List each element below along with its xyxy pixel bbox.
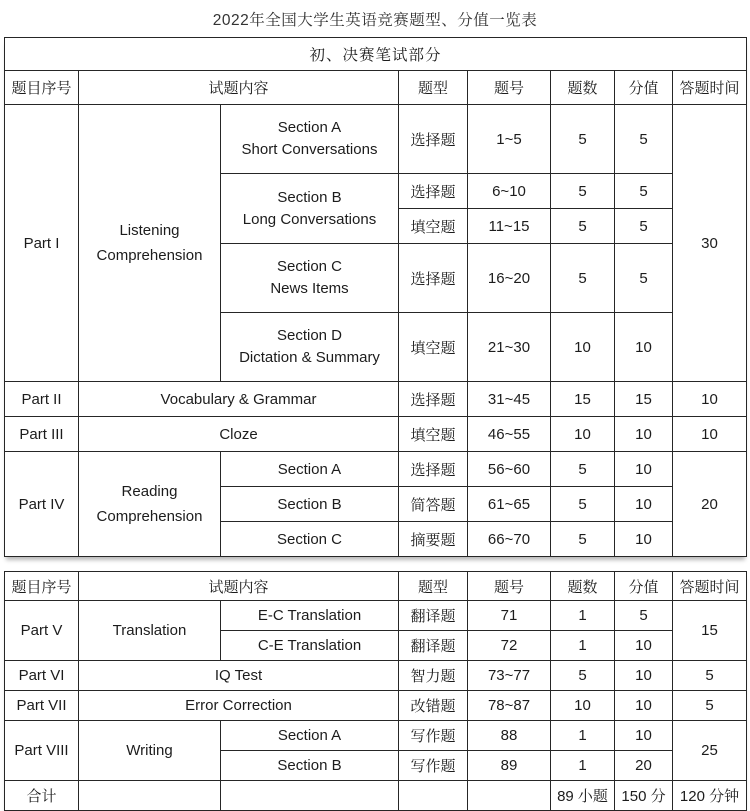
total-count: 89 小题 — [551, 781, 615, 811]
section-cell: Section A — [221, 721, 399, 751]
count-cell: 5 — [551, 105, 615, 174]
score-cell: 5 — [615, 209, 673, 244]
numbers-cell: 11~15 — [468, 209, 551, 244]
type-cell: 填空题 — [399, 417, 468, 452]
header-time: 答题时间 — [673, 572, 747, 601]
count-cell: 5 — [551, 209, 615, 244]
type-cell: 智力题 — [399, 661, 468, 691]
section-cell: Section B — [221, 751, 399, 781]
header-type: 题型 — [399, 572, 468, 601]
type-cell: 写作题 — [399, 751, 468, 781]
time-cell: 15 — [673, 601, 747, 661]
numbers-cell: 72 — [468, 631, 551, 661]
empty-cell — [79, 781, 221, 811]
header-count: 题数 — [551, 71, 615, 105]
section-cell: Section A — [221, 452, 399, 487]
total-time: 120 分钟 — [673, 781, 747, 811]
count-cell: 5 — [551, 487, 615, 522]
type-cell: 填空题 — [399, 313, 468, 382]
header-type: 题型 — [399, 71, 468, 105]
table-row — [5, 601, 747, 631]
count-cell: 10 — [551, 691, 615, 721]
numbers-cell: 78~87 — [468, 691, 551, 721]
count-cell: 5 — [551, 522, 615, 557]
table-row — [5, 452, 747, 487]
table-row — [5, 417, 747, 452]
score-cell: 10 — [615, 631, 673, 661]
section-subtitle: News Items — [270, 280, 349, 297]
type-cell: 选择题 — [399, 105, 468, 174]
table-banner-row — [5, 38, 747, 71]
part1-category: Listening Comprehension — [79, 105, 221, 382]
score-cell: 10 — [615, 417, 673, 452]
time-cell: 5 — [673, 691, 747, 721]
section-subtitle: Long Conversations — [242, 210, 377, 228]
table1-header-row — [5, 71, 747, 105]
part7-label: Part VII — [5, 691, 79, 721]
count-cell: 1 — [551, 631, 615, 661]
table-row — [5, 691, 747, 721]
section-subtitle: Dictation & Summary — [239, 349, 380, 366]
score-cell: 10 — [615, 452, 673, 487]
score-cell: 20 — [615, 751, 673, 781]
section-name: Section A — [277, 119, 342, 136]
type-cell: 翻译题 — [399, 601, 468, 631]
section-cell: E-C Translation — [221, 601, 399, 631]
time-cell: 10 — [673, 417, 747, 452]
numbers-cell: 46~55 — [468, 417, 551, 452]
header-numbers: 题号 — [468, 71, 551, 105]
count-cell: 1 — [551, 601, 615, 631]
empty-cell — [399, 781, 468, 811]
type-cell: 简答题 — [399, 487, 468, 522]
table-row — [5, 721, 747, 751]
part5-category: Translation — [79, 601, 221, 661]
score-cell: 10 — [615, 721, 673, 751]
section-cell — [221, 313, 399, 382]
header-seq: 题目序号 — [5, 71, 79, 105]
time-cell: 25 — [673, 721, 747, 781]
time-cell: 30 — [673, 105, 747, 382]
header-time: 答题时间 — [673, 71, 747, 105]
score-cell: 5 — [615, 105, 673, 174]
part7-content: Error Correction — [79, 691, 399, 721]
header-count: 题数 — [551, 572, 615, 601]
total-label: 合计 — [5, 781, 79, 811]
section-cell — [221, 174, 399, 244]
section-cell — [221, 105, 399, 174]
score-cell: 5 — [615, 174, 673, 209]
part3-content: Cloze — [79, 417, 399, 452]
numbers-cell: 1~5 — [468, 105, 551, 174]
table-row — [5, 382, 747, 417]
total-score: 150 分 — [615, 781, 673, 811]
score-cell: 15 — [615, 382, 673, 417]
numbers-cell: 56~60 — [468, 452, 551, 487]
section-name: Section C — [276, 258, 343, 275]
second-section-table — [4, 571, 747, 811]
table-row — [5, 105, 747, 174]
count-cell: 5 — [551, 661, 615, 691]
count-cell: 5 — [551, 244, 615, 313]
section-cell: Section C — [221, 522, 399, 557]
score-cell: 10 — [615, 313, 673, 382]
total-row — [5, 781, 747, 811]
part2-content: Vocabulary & Grammar — [79, 382, 399, 417]
count-cell: 1 — [551, 751, 615, 781]
time-cell: 5 — [673, 661, 747, 691]
numbers-cell: 6~10 — [468, 174, 551, 209]
page-title: 2022年全国大学生英语竞赛题型、分值一览表 — [212, 12, 538, 29]
table-row — [5, 661, 747, 691]
type-cell: 选择题 — [399, 382, 468, 417]
section-cell: C-E Translation — [221, 631, 399, 661]
type-cell: 写作题 — [399, 721, 468, 751]
type-cell: 改错题 — [399, 691, 468, 721]
count-cell: 10 — [551, 417, 615, 452]
score-cell: 5 — [615, 601, 673, 631]
type-cell: 翻译题 — [399, 631, 468, 661]
count-cell: 5 — [551, 452, 615, 487]
numbers-cell: 71 — [468, 601, 551, 631]
count-cell: 15 — [551, 382, 615, 417]
numbers-cell: 61~65 — [468, 487, 551, 522]
part8-category: Writing — [79, 721, 221, 781]
part6-content: IQ Test — [79, 661, 399, 691]
header-score: 分值 — [615, 572, 673, 601]
empty-cell — [221, 781, 399, 811]
part4-category: Reading Comprehension — [79, 452, 221, 557]
count-cell: 1 — [551, 721, 615, 751]
score-cell: 10 — [615, 691, 673, 721]
type-cell: 选择题 — [399, 452, 468, 487]
type-cell: 选择题 — [399, 174, 468, 209]
numbers-cell: 73~77 — [468, 661, 551, 691]
written-test-table — [4, 37, 747, 557]
score-cell: 5 — [615, 244, 673, 313]
part3-label: Part III — [5, 417, 79, 452]
header-content: 试题内容 — [79, 572, 399, 601]
section-name: Section B — [277, 188, 342, 206]
numbers-cell: 16~20 — [468, 244, 551, 313]
part2-label: Part II — [5, 382, 79, 417]
score-cell: 10 — [615, 487, 673, 522]
numbers-cell: 21~30 — [468, 313, 551, 382]
table2-header-row — [5, 572, 747, 601]
part5-label: Part V — [5, 601, 79, 661]
numbers-cell: 66~70 — [468, 522, 551, 557]
part6-label: Part VI — [5, 661, 79, 691]
section-cell: Section B — [221, 487, 399, 522]
numbers-cell: 88 — [468, 721, 551, 751]
section-cell — [221, 244, 399, 313]
empty-cell — [468, 781, 551, 811]
score-cell: 10 — [615, 522, 673, 557]
numbers-cell: 89 — [468, 751, 551, 781]
type-cell: 填空题 — [399, 209, 468, 244]
header-content: 试题内容 — [79, 71, 399, 105]
type-cell: 选择题 — [399, 244, 468, 313]
count-cell: 10 — [551, 313, 615, 382]
part1-label: Part I — [5, 105, 79, 382]
type-cell: 摘要题 — [399, 522, 468, 557]
header-score: 分值 — [615, 71, 673, 105]
banner-cell: 初、决赛笔试部分 — [5, 38, 747, 71]
header-numbers: 题号 — [468, 572, 551, 601]
count-cell: 5 — [551, 174, 615, 209]
section-name: Section D — [276, 327, 343, 344]
part8-label: Part VIII — [5, 721, 79, 781]
section-subtitle: Short Conversations — [241, 141, 378, 158]
time-cell: 10 — [673, 382, 747, 417]
header-seq: 题目序号 — [5, 572, 79, 601]
score-cell: 10 — [615, 661, 673, 691]
part4-label: Part IV — [5, 452, 79, 557]
numbers-cell: 31~45 — [468, 382, 551, 417]
time-cell: 20 — [673, 452, 747, 557]
